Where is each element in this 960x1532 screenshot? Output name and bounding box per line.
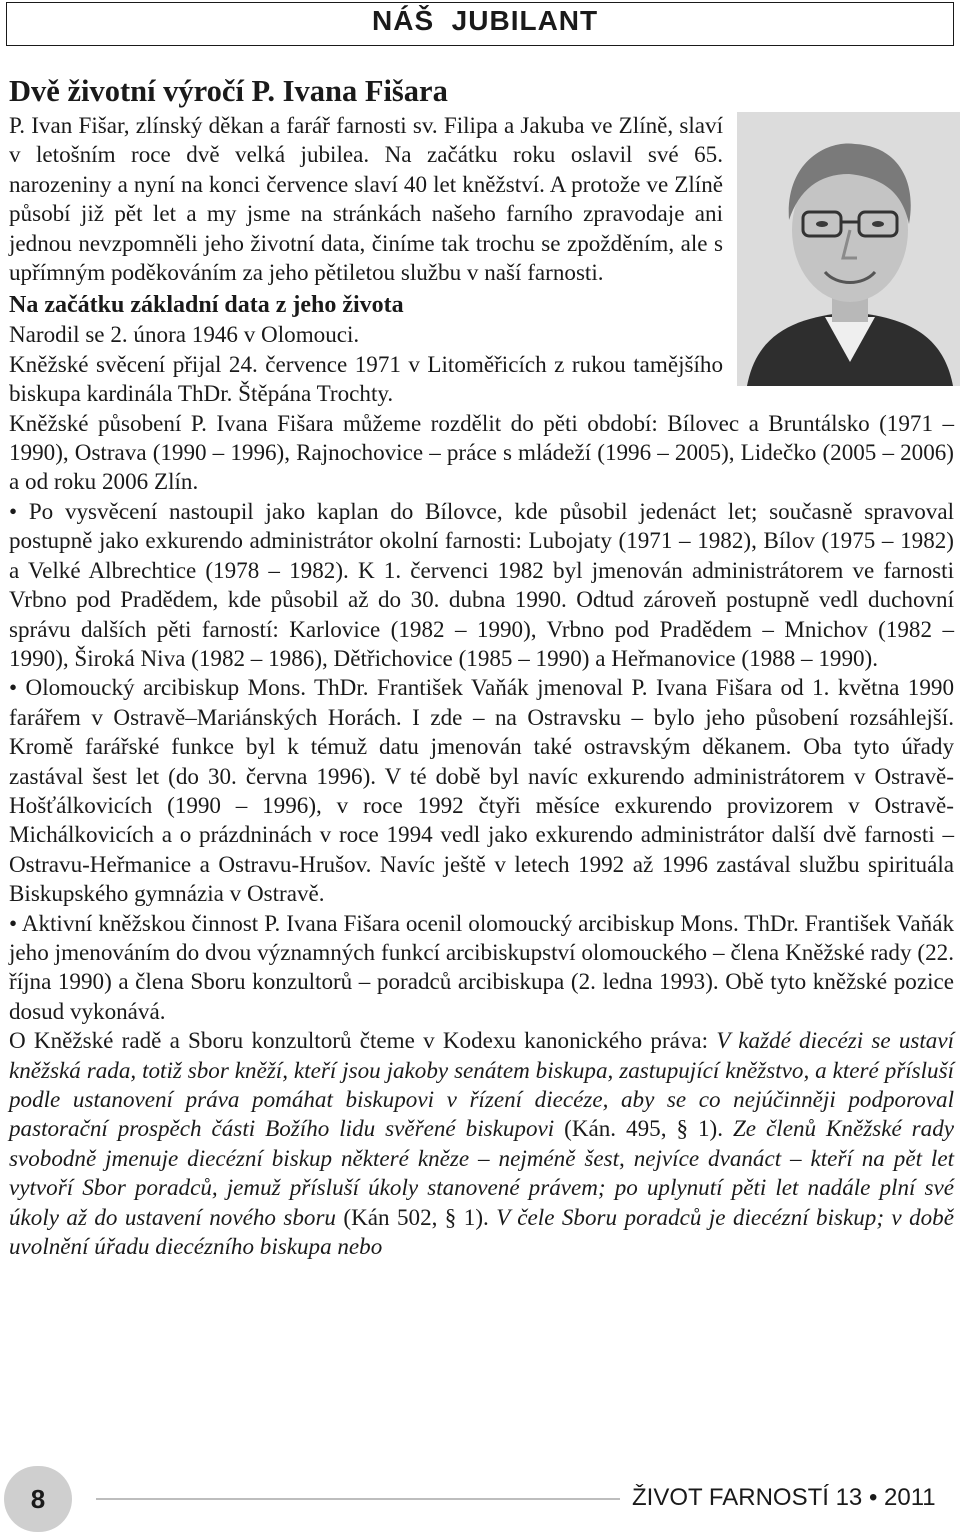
bullet-paragraph-ostrava: • Olomoucký arcibiskup Mons. ThDr. František Vaňák jmenoval P. Ivana Fišara od 1. května 1990 farářem v Ostravě–Mariánských Horách. I zde – na Ostravsku – bylo jeho působení rozsáhlejší. Kromě farářské funkce byl k témuž datu jmenován také ostravským děkanem. Oba tyto úřady zastával šest let (do 30. června 1996). V té době byl navíc exkurendo administrátorem v Ostravě-Hošťálkovicích (1990 – 1996), v roce 1992 čtyři měsíce exkurendo provizorem v Ostravě-Michálkovicích a o prázdninách v roce 1994 vedl jako exkurendo administrátor další dvě farnosti – Ostravu-Heřmanice a Ostravu-Hrušov. Navíc ještě v letech 1992 až 1996 zastával službu spirituála Biskupského gymnázia v Ostravě. xyxy=(9,674,954,907)
ordination-paragraph: Kněžské svěcení přijal 24. července 1971 v Litoměřicích z rukou tamějšího biskupa kardinála ThDr. Štěpána Trochty. xyxy=(9,350,723,407)
canon-quote-495: V každé diecézi se ustaví kněžská rada, totiž sbor kněží, kteří jsou jakoby senátem biskupa, zastupující kněžstvo, a které přísluší podle ustanovení práva pomáhat biskupovi v řízení diecéze, aby se co nejúčinněji podporoval pastorační prospěch části Božího lidu svěřené biskupovi xyxy=(9,1027,954,1142)
article xyxy=(9,73,954,1261)
ministry-paragraph: Kněžské působení P. Ivana Fišara můžeme rozdělit do pěti období: Bílovec a Bruntálsko (1971 – 1990), Ostrava (1990 – 1996), Rajnochovice – práce s mládeží (1996 – 2005), Lidečko (2005 – 2006) a od roku 2006 Zlín. xyxy=(9,409,954,495)
canon-quote-502: Ze členů Kněžské rady svobodně jmenuje diecézní biskup některé kněze – nejméně šest, nejvíce dvanáct – kteří na pět let vytvoří Sbor poradců, jemuž přísluší úkoly stanovené právem; po uplynutí pěti let nadále plní své úkoly až do ustavení nového sboru xyxy=(9,1115,955,1230)
section-subheading: Na začátku základní data z jeho života xyxy=(9,292,404,319)
bullet-paragraph-council: • Aktivní kněžskou činnost P. Ivana Fišara ocenil olomoucký arcibiskup Mons. ThDr. František Vaňák jeho jmenováním do dvou významných funkcí arcibiskupství olomouckého – člena Kněžské rady (22. října 1990) a člena Sboru konzultorů – poradců arcibiskupa (2. ledna 1993). Obě tyto kněžské pozice dosud vykonává. xyxy=(9,909,954,1024)
publication-footer: ŽIVOT FARNOSTÍ 13 • 2011 xyxy=(632,1484,936,1511)
canon-law-paragraph xyxy=(9,1026,954,1261)
canon-reference-502: (Kán 502, § 1). xyxy=(335,1203,497,1230)
canon-reference-495: (Kán. 495, § 1). xyxy=(554,1115,733,1142)
article-title: Dvě životní výročí P. Ivana Fišara xyxy=(9,74,448,108)
page-number-badge xyxy=(4,1466,72,1532)
bullet-paragraph-bilovec: • Po vysvěcení nastoupil jako kaplan do Bílovce, kde působil jedenáct let; současně spravoval postupně jako exkurendo administrátor okolní farnosti: Lubojaty (1971 – 1982), Bílov (1975 – 1982) a Velké Albrechtice (1978 – 1982). K 1. červenci 1982 byl jmenován administrátorem ve farnosti Vrbno pod Pradědem, kde působil až do 30. dubna 1990. Odtud zároveň postupně vedl duchovní správu dalších pěti farností: Karlovice (1982 – 1990), Vrbno pod Pradědem – Mnichov (1982 – 1990), Široká Niva (1982 – 1986), Dětřichovice (1985 – 1990) a Heřmanovice (1988 – 1990). xyxy=(9,497,954,671)
page-number: 8 xyxy=(30,1483,46,1514)
footer-rule xyxy=(96,1498,620,1500)
section-title: NÁŠ JUBILANT xyxy=(372,5,599,36)
article-intro: P. Ivan Fišar, zlínský děkan a farář farnosti sv. Filipa a Jakuba ve Zlíně, slaví v letošním roce dvě velká jubilea. Na začátku roku oslavil své 65. narozeniny a nyní na konci července slaví 40 let kněžství. A protože ve Zlíně působí již pět let a my jsme na stránkách našeho farního zpravodaje ani jednou nevzpomněli jeho životní data, činíme tak trochu se zpožděním, ale s upřímným poděkováním za jeho pětiletou službu v naší farnosti. xyxy=(9,112,723,286)
canon-quote-continued: V čele Sboru poradců je diecézní biskup; v době uvolnění úřadu diecézního biskupa nebo xyxy=(9,1203,954,1260)
birth-paragraph: Narodil se 2. února 1946 v Olomouci. xyxy=(9,321,360,348)
portrait-photo xyxy=(737,112,960,386)
canon-intro-text: O Kněžské radě a Sboru konzultorů čteme v Kodexu kanonického práva: xyxy=(9,1027,717,1054)
